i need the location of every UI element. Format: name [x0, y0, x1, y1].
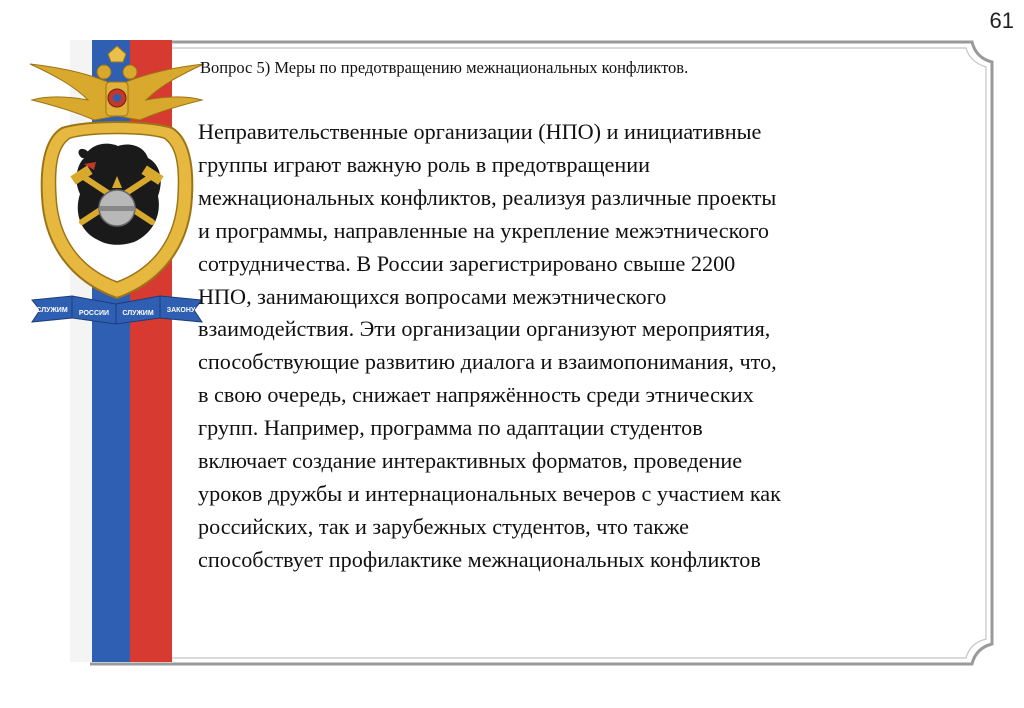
body-line: сотрудничества. В России зарегистрировано свыше 2200	[198, 250, 736, 276]
question-heading: Вопрос 5) Меры по предотвращению межнациональных конфликтов.	[200, 58, 689, 77]
ribbon	[32, 296, 202, 324]
body-line: межнациональных конфликтов, реализуя различные проекты	[198, 184, 777, 210]
body-line: способствующие развитию диалога и взаимопонимания, что,	[198, 349, 777, 375]
ribbon-text-left: СЛУЖИМ	[36, 307, 68, 314]
body-line: и программы, направленные на укрепление межэтнического	[198, 217, 770, 243]
ribbon-text-far-right: ЗАКОНУ	[166, 307, 196, 314]
body-line: включает создание интерактивных форматов, проведение	[198, 448, 743, 474]
body-line: Неправительственные организации (НПО) и инициативные	[198, 119, 762, 144]
double-headed-eagle-icon	[30, 46, 204, 120]
ribbon-text-center: РОССИИ	[78, 310, 110, 317]
body-line: группы играют важную роль в предотвращении	[198, 151, 651, 177]
ribbon-text-right: СЛУЖИМ	[122, 310, 154, 317]
page-number: 61	[989, 8, 1014, 33]
bear-shield-icon	[42, 122, 193, 298]
body-line: уроков дружбы и интернациональных вечеров с участием как	[198, 480, 781, 506]
body-paragraph	[198, 116, 988, 577]
emblem	[26, 46, 208, 336]
body-line: способствует профилактике межнациональных конфликтов	[198, 546, 761, 572]
body-line: НПО, занимающихся вопросами межэтнического	[198, 283, 667, 309]
body-line: групп. Например, программа по адаптации студентов	[198, 415, 703, 441]
body-line: российских, так и зарубежных студентов, что также	[198, 513, 689, 539]
body-line: в свою очередь, снижает напряжённость среди этнических	[198, 382, 754, 408]
body-line: взаимодействия. Эти организации организуют мероприятия,	[198, 316, 771, 342]
